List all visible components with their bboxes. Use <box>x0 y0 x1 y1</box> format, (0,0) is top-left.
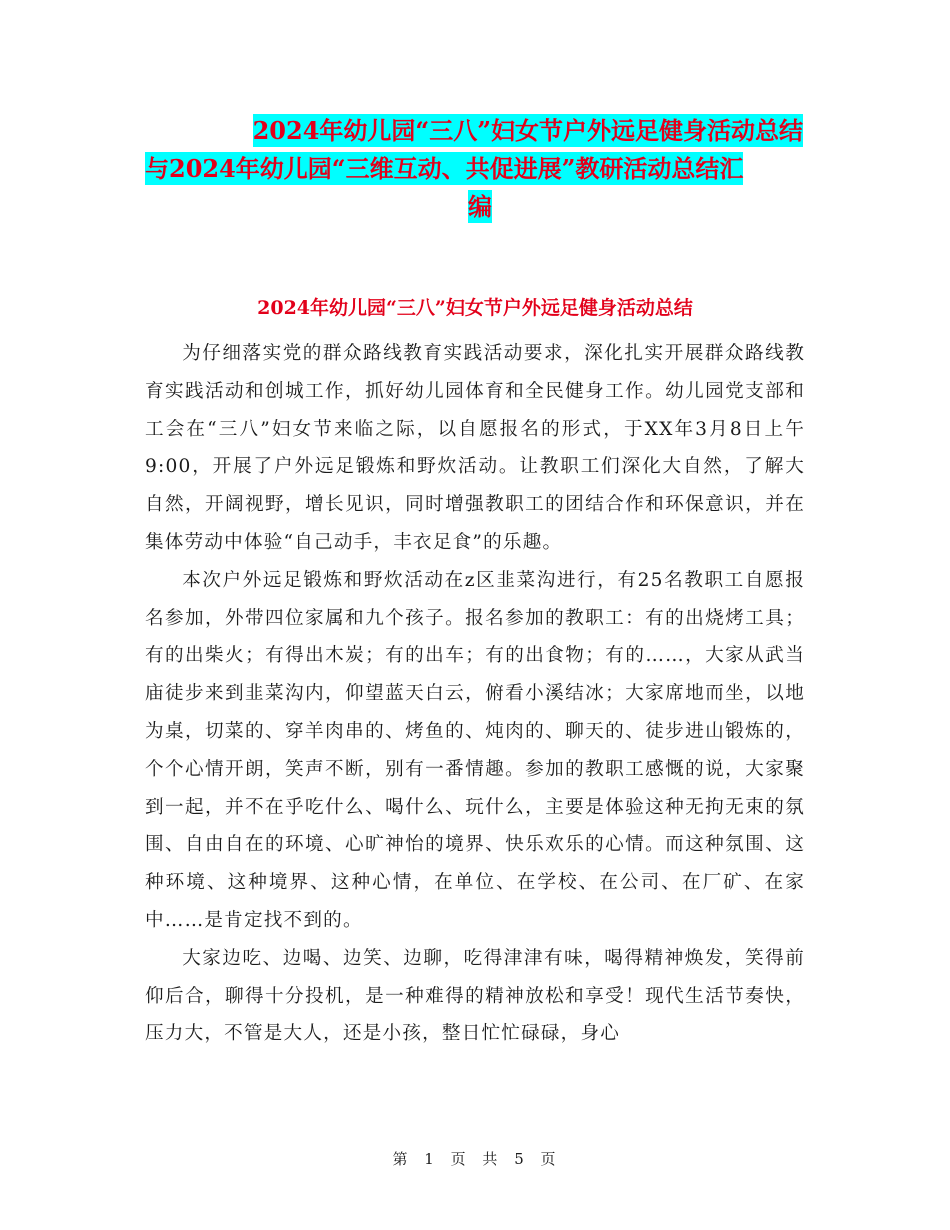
footer-total-pages: 5 <box>514 1150 526 1168</box>
page-footer <box>0 1148 950 1169</box>
footer-page-number: 1 <box>424 1150 436 1168</box>
paragraph-3: 大家边吃、边喝、边笑、边聊，吃得津津有味，喝得精神焕发，笑得前仰后合，聊得十分投机，是一种难得的精神放松和享受！现代生活节奏快，压力大，不管是大人，还是小孩，整日忙忙碌碌，身心 <box>145 947 805 1045</box>
title-highlight-2: 与2024年幼儿园“三维互动、共促进展”教研活动总结汇 <box>145 154 744 183</box>
paragraph-1: 为仔细落实党的群众路线教育实践活动要求，深化扎实开展群众路线教育实践活动和创城工作，抓好幼儿园体育和全民健身工作。幼儿园党支部和工会在“三八”妇女节来临之际，以自愿报名的形式，于XX年3月8日上午9:00，开展了户外远足锻炼和野炊活动。让教职工们深化大自然，了解大自然，开阔视野，增长见识，同时增强教职工的团结合作和环保意识，并在集体劳动中体验“自己动手，丰衣足食”的乐趣。 <box>145 343 805 553</box>
title-line-3 <box>145 188 815 226</box>
title-line-1 <box>145 112 815 150</box>
title-highlight-1: 2024年幼儿园“三八”妇女节户外远足健身活动总结 <box>252 116 803 145</box>
section-title: 2024年幼儿园“三八”妇女节户外远足健身活动总结 <box>257 297 693 319</box>
paragraph-2: 本次户外远足锻炼和野炊活动在z区韭菜沟进行，有25名教职工自愿报名参加，外带四位家属和九个孩子。报名参加的教职工：有的出烧烤工具；有的出柴火；有得出木炭；有的出车；有的出食物；有的……，大家从武当庙徒步来到韭菜沟内，仰望蓝天白云，俯看小溪结冰；大家席地而坐，以地为桌，切菜的、穿羊肉串的、烤鱼的、炖肉的、聊天的、徒步进山锻炼的，个个心情开朗，笑声不断，别有一番情趣。参加的教职工感慨的说，大家聚到一起，并不在乎吃什么、喝什么、玩什么，主要是体验这种无拘无束的氛围、自由自在的环境、心旷神怡的境界、快乐欢乐的心情。而这种氛围、这种环境、这种境界、这种心情，在单位、在学校、在公司、在厂矿、在家中……是肯定找不到的。 <box>145 569 805 931</box>
footer-prefix: 第 <box>392 1150 410 1168</box>
title-highlight-3: 编 <box>468 192 492 221</box>
document-title <box>145 112 815 226</box>
footer-page-unit: 页 <box>450 1150 468 1168</box>
footer-total-prefix: 共 <box>482 1150 500 1168</box>
title-line-2 <box>145 150 815 188</box>
footer-total-unit: 页 <box>540 1150 558 1168</box>
body-text <box>145 335 805 1053</box>
